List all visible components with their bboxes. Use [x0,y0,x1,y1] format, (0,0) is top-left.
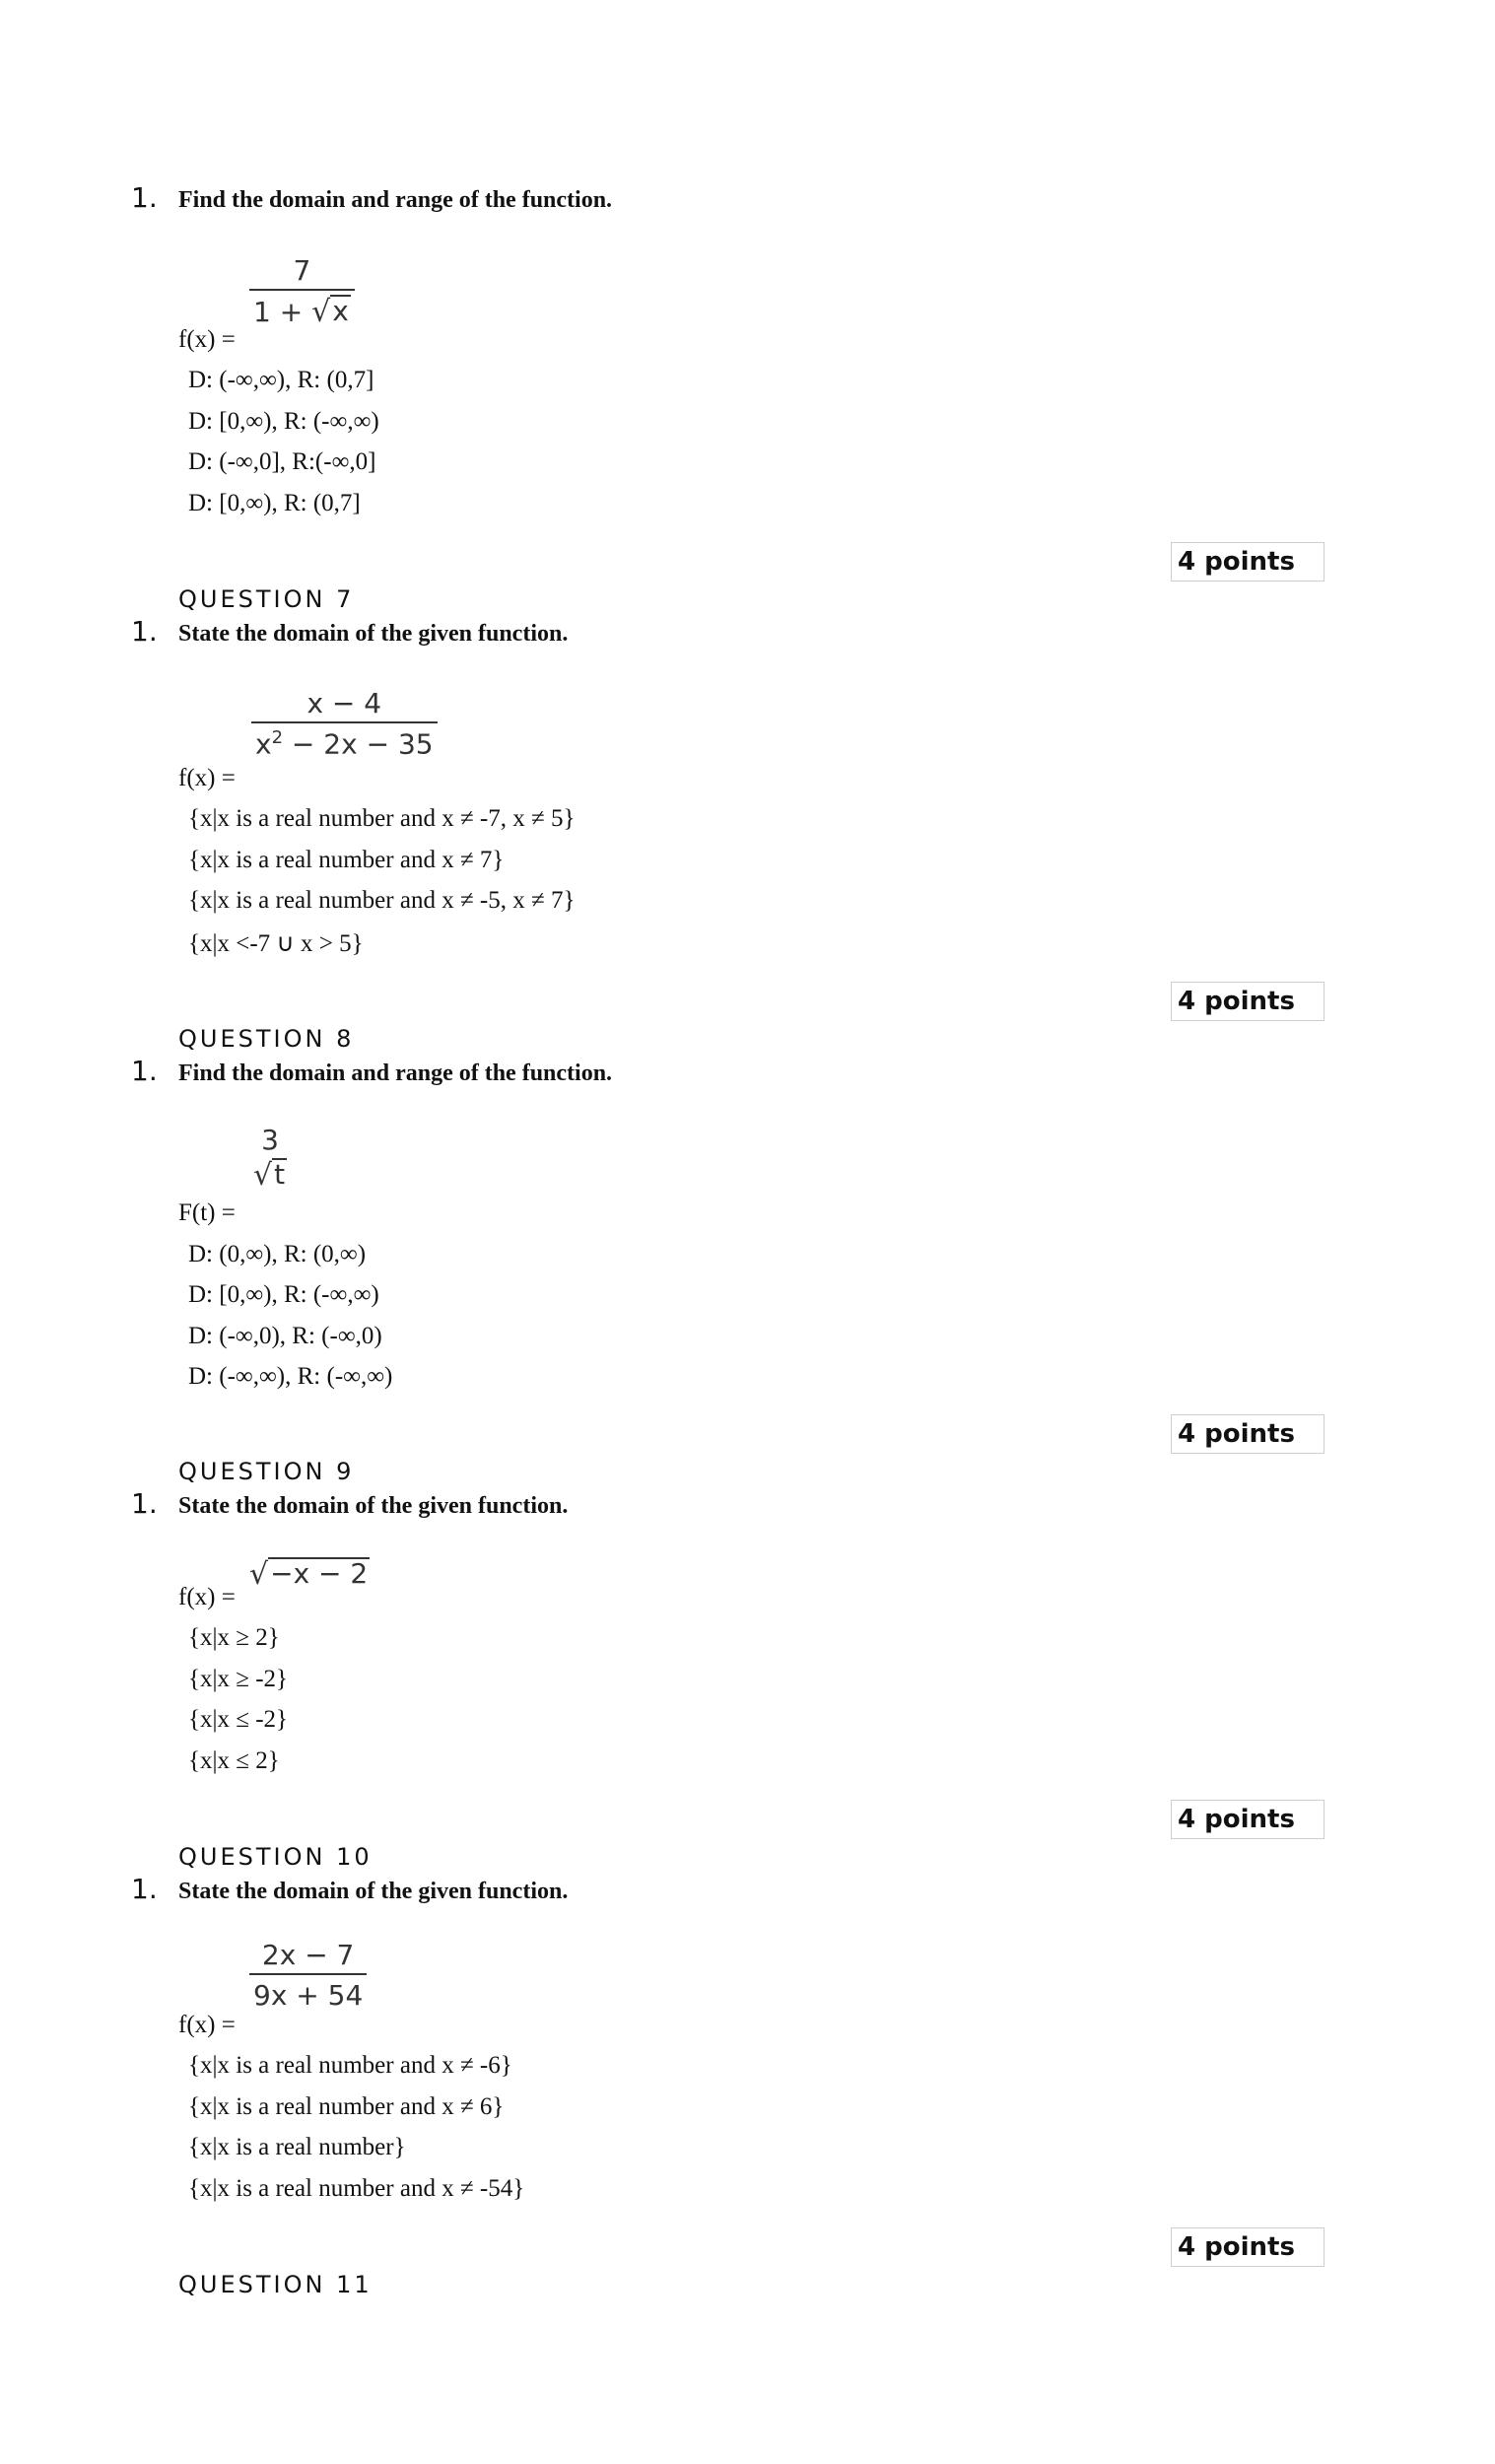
function-formula [249,1557,370,1591]
function-formula [249,1124,291,1192]
question-number-marker: 1. [131,615,158,648]
answer-option[interactable]: {x|x is a real number and x ≠ -5, x ≠ 7} [188,887,576,914]
formula-numerator: 2x − 7 [261,1939,355,1971]
question-prompt: State the domain of the given function. [178,1879,569,1904]
points-badge: 4 points [1171,542,1325,582]
question-number-marker: 1. [131,1487,158,1520]
question-number-marker: 1. [131,1873,158,1905]
points-badge: 4 points [1171,2227,1325,2267]
function-name: f(x) = [178,2012,236,2038]
answer-option[interactable]: D: [0,∞), R: (-∞,∞) [188,1281,379,1308]
question-number-marker: 1. [131,1055,158,1087]
formula-denominator-prefix: 1 + [253,295,312,328]
points-badge: 4 points [1171,982,1325,1021]
function-name: f(x) = [178,765,236,791]
answer-option[interactable]: D: (-∞,0], R:(-∞,0] [188,448,376,475]
question-prompt: Find the domain and range of the function. [178,187,613,213]
answer-option[interactable]: {x|x is a real number and x ≠ -7, x ≠ 5} [188,805,576,832]
answer-option[interactable]: D: (-∞,0), R: (-∞,0) [188,1323,382,1349]
formula-radicand: −x − 2 [270,1557,369,1590]
formula-radicand: t [274,1158,286,1191]
question-prompt: State the domain of the given function. [178,621,569,647]
question-heading: QUESTION 11 [178,2271,373,2298]
answer-option[interactable]: {x|x is a real number and x ≠ -54} [188,2175,525,2202]
formula-radicand: x [332,295,349,327]
question-heading: QUESTION 10 [178,1843,373,1871]
answer-option[interactable]: {x|x ≤ 2} [188,1747,280,1774]
answer-option[interactable]: {x|x is a real number and x ≠ -6} [188,2052,512,2079]
square-root-icon: √ [253,1157,273,1193]
function-name: f(x) = [178,326,236,353]
square-root-icon: √ [311,294,331,329]
function-formula [249,254,355,328]
question-heading: QUESTION 7 [178,585,355,613]
function-name: F(t) = [178,1199,236,1226]
formula-numerator: x − 4 [306,687,382,719]
question-prompt: Find the domain and range of the function. [178,1061,613,1086]
question-heading: QUESTION 9 [178,1458,355,1485]
answer-option[interactable]: D: [0,∞), R: (-∞,∞) [188,408,379,435]
function-name: f(x) = [178,1584,236,1610]
square-root-icon: √ [249,1556,269,1592]
points-badge: 4 points [1171,1414,1325,1454]
question-prompt: State the domain of the given function. [178,1493,569,1519]
answer-option[interactable]: {x|x is a real number} [188,2134,406,2160]
formula-numerator: 3 [261,1124,279,1156]
answer-option[interactable]: D: (-∞,∞), R: (0,7] [188,367,374,393]
answer-option[interactable]: {x|x ≤ -2} [188,1706,289,1733]
function-formula [251,687,438,760]
formula-denominator-base: x [255,727,272,761]
question-heading: QUESTION 8 [178,1025,355,1053]
answer-option[interactable]: {x|x is a real number and x ≠ 7} [188,847,505,873]
answer-option[interactable]: {x|x is a real number and x ≠ 6} [188,2093,505,2120]
formula-exponent: 2 [271,727,284,748]
formula-denominator: 9x + 54 [249,1973,367,2012]
formula-denominator-rest: − 2x − 35 [283,727,434,761]
function-formula [249,1939,367,2012]
answer-option[interactable]: D: (-∞,∞), R: (-∞,∞) [188,1363,393,1390]
answer-option[interactable]: {x|x ≥ -2} [188,1666,289,1692]
question-number-marker: 1. [131,181,158,214]
formula-numerator: 7 [293,254,311,287]
points-badge: 4 points [1171,1800,1325,1839]
answer-option[interactable]: {x|x <-7 ∪ x > 5} [188,930,364,957]
answer-option[interactable]: D: (0,∞), R: (0,∞) [188,1241,367,1267]
answer-option[interactable]: {x|x ≥ 2} [188,1624,280,1651]
answer-option[interactable]: D: [0,∞), R: (0,7] [188,490,361,516]
